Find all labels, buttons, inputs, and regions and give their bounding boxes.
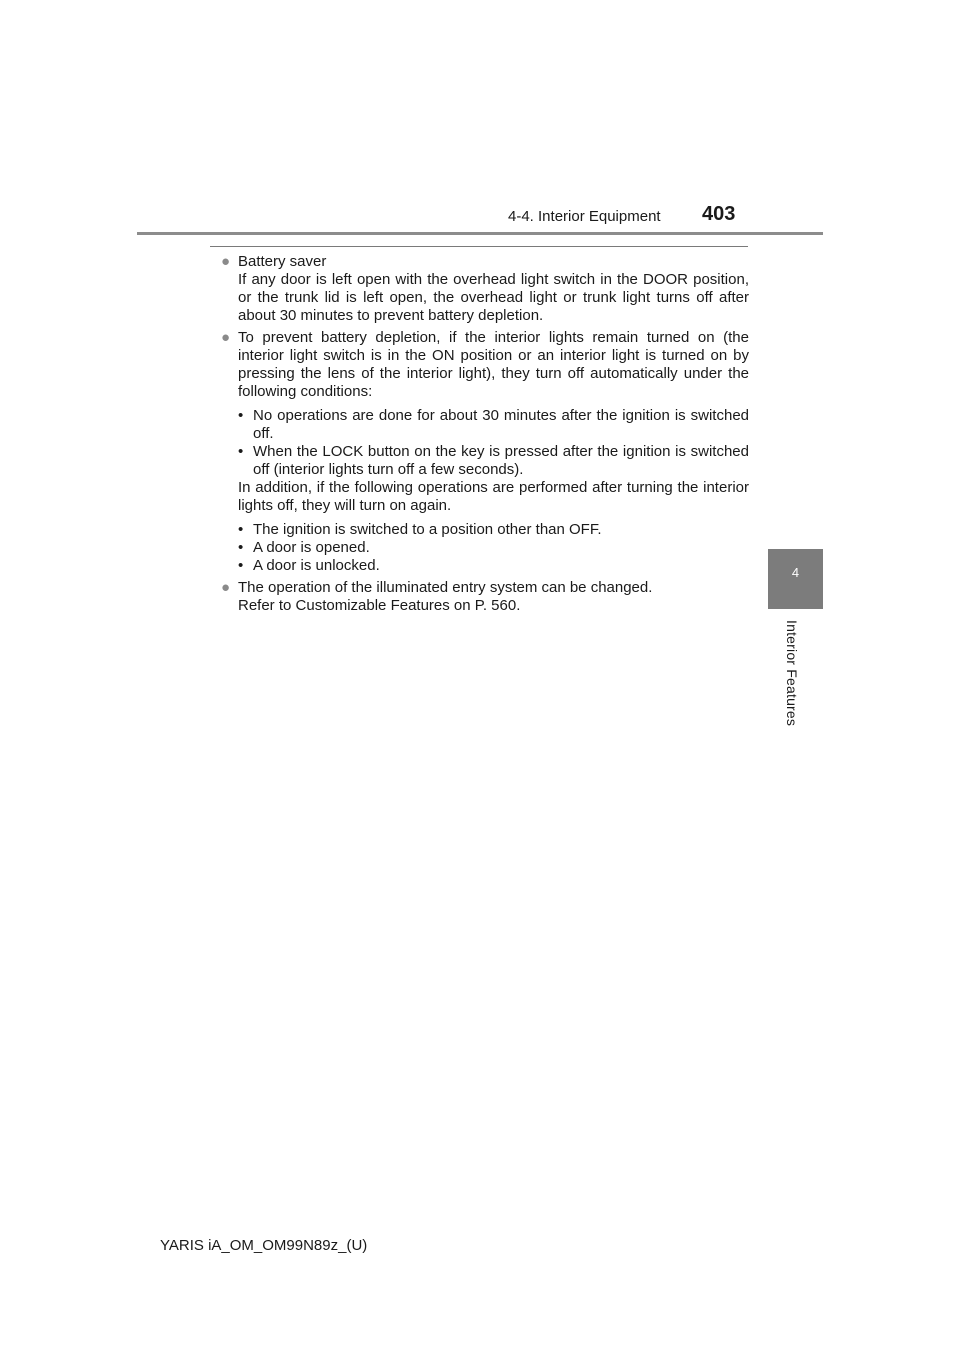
bullet-dot-icon: • <box>238 557 244 574</box>
operation-text: The ignition is switched to a position other than OFF. <box>253 521 602 538</box>
bullet-circle-icon: ● <box>221 579 231 596</box>
note-addition: In addition, if the following operations are performed after turning the interior lights off, they will turn on again. <box>238 479 749 514</box>
note-line: The operation of the illuminated entry system can be changed. <box>238 579 653 596</box>
condition-text: No operations are done for about 30 minutes after the ignition is switched off. <box>253 407 749 442</box>
content-divider <box>210 246 748 247</box>
bullet-dot-icon: • <box>238 539 244 556</box>
page-number: 403 <box>702 203 736 225</box>
list-item <box>238 443 749 479</box>
header-divider <box>137 232 823 235</box>
note-body: If any door is left open with the overhead light switch in the DOOR position, or the trunk lid is left open, the overhead light or trunk light turns off after about 30 minutes to prevent battery depletion. <box>238 271 749 324</box>
operation-text: A door is opened. <box>253 539 370 556</box>
list-item <box>238 407 749 443</box>
note-title: Battery saver <box>238 253 327 270</box>
list-item <box>238 521 749 539</box>
note-battery-saver <box>221 253 749 325</box>
bullet-circle-icon: ● <box>221 329 231 346</box>
note-reference: Refer to Customizable Features on P. 560. <box>238 597 521 614</box>
note-intro: To prevent battery depletion, if the interior lights remain turned on (the interior light switch is in the ON position or an interior light is turned on by pressing the lens of the interior light), they turn off automatically under the following conditions: <box>238 329 749 400</box>
bullet-circle-icon: ● <box>221 253 231 270</box>
bullet-dot-icon: • <box>238 521 244 538</box>
operations-list <box>238 521 749 575</box>
note-battery-depletion <box>221 329 749 575</box>
bullet-dot-icon: • <box>238 407 244 424</box>
operation-text: A door is unlocked. <box>253 557 380 574</box>
document-code: YARIS iA_OM_OM99N89z_(U) <box>160 1237 368 1254</box>
chapter-number: 4 <box>791 565 800 580</box>
bullet-dot-icon: • <box>238 443 244 460</box>
list-item <box>238 557 749 575</box>
chapter-label: Interior Features <box>784 620 800 727</box>
list-item <box>238 539 749 557</box>
section-title: 4-4. Interior Equipment <box>508 208 661 225</box>
page-content <box>221 253 749 615</box>
conditions-list <box>238 407 749 479</box>
note-illuminated-entry <box>221 579 749 615</box>
condition-text: When the LOCK button on the key is pressed after the ignition is switched off (interior lights turn off a few seconds). <box>253 443 749 478</box>
